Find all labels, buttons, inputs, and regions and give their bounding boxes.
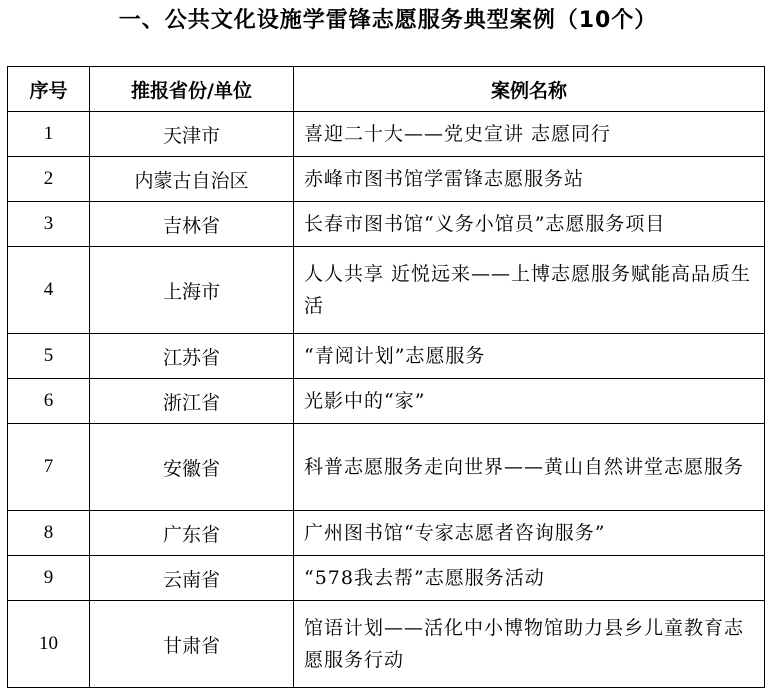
header-name: 案例名称 (294, 67, 765, 112)
row-prov: 江苏省 (90, 334, 294, 379)
row-prov: 上海市 (90, 247, 294, 334)
header-no: 序号 (8, 67, 90, 112)
row-name: “青阅计划”志愿服务 (294, 334, 765, 379)
row-no: 9 (8, 556, 90, 601)
row-name: 喜迎二十大——党史宣讲 志愿同行 (294, 112, 765, 157)
row-no: 5 (8, 334, 90, 379)
header-prov: 推报省份/单位 (90, 67, 294, 112)
row-no: 8 (8, 511, 90, 556)
row-name: “578我去帮”志愿服务活动 (294, 556, 765, 601)
row-no: 7 (8, 424, 90, 511)
row-no: 10 (8, 601, 90, 688)
table-row (8, 379, 765, 424)
table-row (8, 112, 765, 157)
row-no: 3 (8, 202, 90, 247)
table-row (8, 202, 765, 247)
table-row (8, 556, 765, 601)
table-row (8, 601, 765, 688)
row-name: 广州图书馆“专家志愿者咨询服务” (294, 511, 765, 556)
row-name: 长春市图书馆“义务小馆员”志愿服务项目 (294, 202, 765, 247)
table-row (8, 424, 765, 511)
row-name: 馆语计划——活化中小博物馆助力县乡儿童教育志愿服务行动 (294, 601, 765, 688)
row-name: 科普志愿服务走向世界——黄山自然讲堂志愿服务 (294, 424, 765, 511)
table-row (8, 511, 765, 556)
row-prov: 天津市 (90, 112, 294, 157)
row-prov: 安徽省 (90, 424, 294, 511)
table-row (8, 247, 765, 334)
row-prov: 广东省 (90, 511, 294, 556)
row-prov: 云南省 (90, 556, 294, 601)
row-no: 1 (8, 112, 90, 157)
row-prov: 吉林省 (90, 202, 294, 247)
table-row (8, 157, 765, 202)
row-name: 光影中的“家” (294, 379, 765, 424)
row-no: 6 (8, 379, 90, 424)
page-title: 一、公共文化设施学雷锋志愿服务典型案例（10个） (118, 8, 658, 33)
row-prov: 甘肃省 (90, 601, 294, 688)
cases-table (7, 66, 765, 688)
row-prov: 浙江省 (90, 379, 294, 424)
row-prov: 内蒙古自治区 (90, 157, 294, 202)
table-header-row (8, 67, 765, 112)
table-row (8, 334, 765, 379)
row-name: 人人共享 近悦远来——上博志愿服务赋能高品质生活 (294, 247, 765, 334)
row-no: 4 (8, 247, 90, 334)
row-name: 赤峰市图书馆学雷锋志愿服务站 (294, 157, 765, 202)
row-no: 2 (8, 157, 90, 202)
